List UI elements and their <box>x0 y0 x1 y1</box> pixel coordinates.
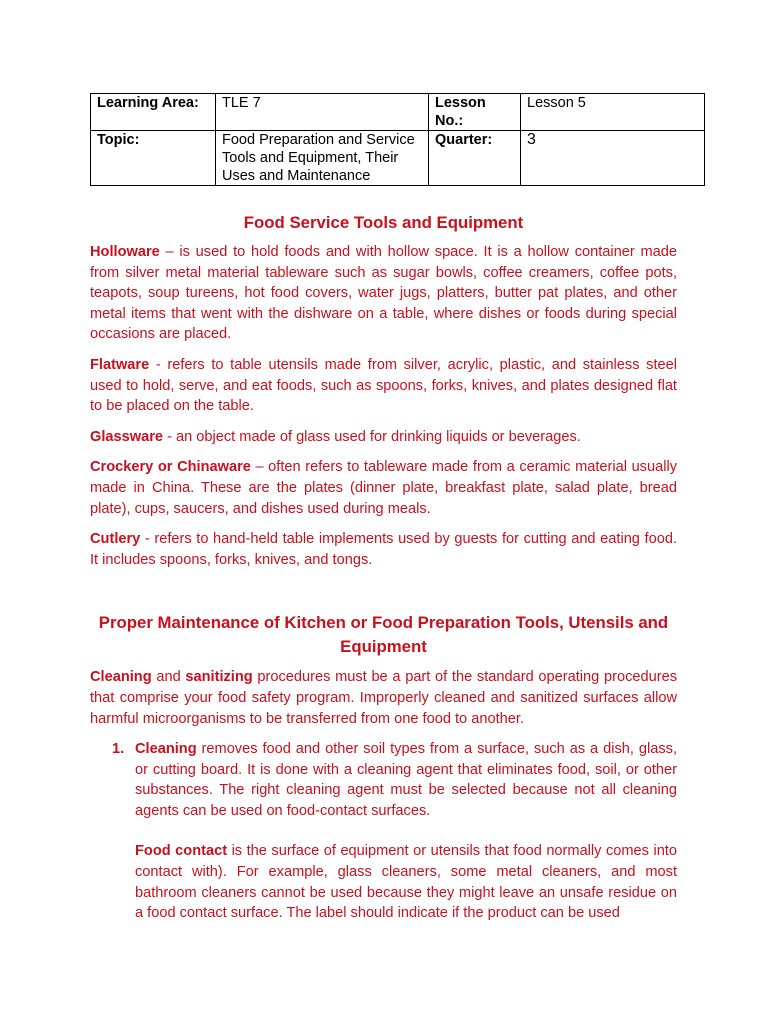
term-cutlery: Cutlery <box>90 531 141 548</box>
definition-crockery: – often refers to tableware made from a ceramic material usually made in China. These are the plates (dinner plate, breakfast plate, salad plate, bread plate), cups, saucers, and dishes used during meals. <box>90 459 677 517</box>
term-crockery: Crockery or Chinaware <box>90 459 251 476</box>
section-title-maintenance: Proper Maintenance of Kitchen or Food Preparation Tools, Utensils and Equipment <box>98 613 669 657</box>
table-row <box>91 94 705 131</box>
term-flatware: Flatware <box>90 356 150 373</box>
term-cleaning-list: Cleaning <box>135 741 197 758</box>
paragraph-cutlery <box>90 529 677 570</box>
paragraph-holloware <box>90 242 677 345</box>
topic-value: Food Preparation and Service Tools and Equipment, Their Uses and Maintenance <box>216 131 429 186</box>
cleaning-definition: removes food and other soil types from a surface, such as a dish, glass, or cutting board. It is done with a cleaning agent that eliminates food, soil, or other substances. The right cleaning agent must be selected because not all cleaning agents can be used on food-contact surfaces. <box>135 741 677 819</box>
spacer <box>135 821 677 841</box>
term-cleaning: Cleaning <box>90 669 152 686</box>
quarter-label: Quarter: <box>429 131 521 186</box>
lesson-label: Lesson No.: <box>429 94 521 131</box>
intro-text: procedures must be a part of the standard operating procedures that comprise your food safety program. Improperly cleaned and sanitized surfaces allow harmful microorganisms to be transferred from one food to another. <box>90 669 677 727</box>
term-sanitizing: sanitizing <box>185 669 253 686</box>
paragraph-glassware <box>90 427 677 448</box>
paragraph-flatware <box>90 355 677 417</box>
paragraph-food-contact <box>135 841 677 923</box>
lesson-info-table <box>90 93 705 186</box>
table-row <box>91 131 705 186</box>
definition-holloware: – is used to hold foods and with hollow space. It is a hollow container made from silver metal material tableware such as sugar bowls, coffee creamers, coffee pots, teapots, soup tureens, hot food covers, water jugs, platters, butter pat plates, and other metal items that went with the dishware on a table, where dishes or foods during special occasions are placed. <box>90 244 677 343</box>
learning-area-label: Learning Area: <box>91 94 216 131</box>
list-number: 1. <box>112 741 125 758</box>
topic-label: Topic: <box>91 131 216 186</box>
section-title-maintenance-wrap <box>90 611 677 659</box>
definition-cutlery: - refers to hand-held table implements used by guests for cutting and eating food. It includes spoons, forks, knives, and tongs. <box>90 531 677 568</box>
quarter-value: 3 <box>521 131 705 186</box>
term-glassware: Glassware <box>90 428 164 445</box>
paragraph-cleaning-definition <box>135 739 677 821</box>
intro-and: and <box>151 669 186 686</box>
paragraph-cleaning-intro <box>90 667 677 729</box>
document-body <box>90 211 677 924</box>
food-contact-definition: is the surface of equipment or utensils that food normally comes into contact with). For example, glass cleaners, some metal cleaners, and most bathroom cleaners cannot be used because they might leave an unsafe residue on a food contact surface. The label should indicate if the product can be used <box>135 843 677 922</box>
definition-flatware: - refers to table utensils made from silver, acrylic, plastic, and stainless steel used to hold, serve, and eat foods, such as spoons, forks, knives, and plates designed flat to be placed on the table. <box>90 356 677 415</box>
section-title-food-service: Food Service Tools and Equipment <box>243 213 524 232</box>
learning-area-value: TLE 7 <box>216 94 429 131</box>
term-food-contact: Food contact <box>135 843 228 860</box>
lesson-value: Lesson 5 <box>521 94 705 131</box>
paragraph-crockery <box>90 457 677 519</box>
definition-glassware: - an object made of glass used for drinking liquids or beverages. <box>163 428 581 445</box>
list-item <box>90 739 677 924</box>
term-holloware: Holloware <box>90 244 160 260</box>
